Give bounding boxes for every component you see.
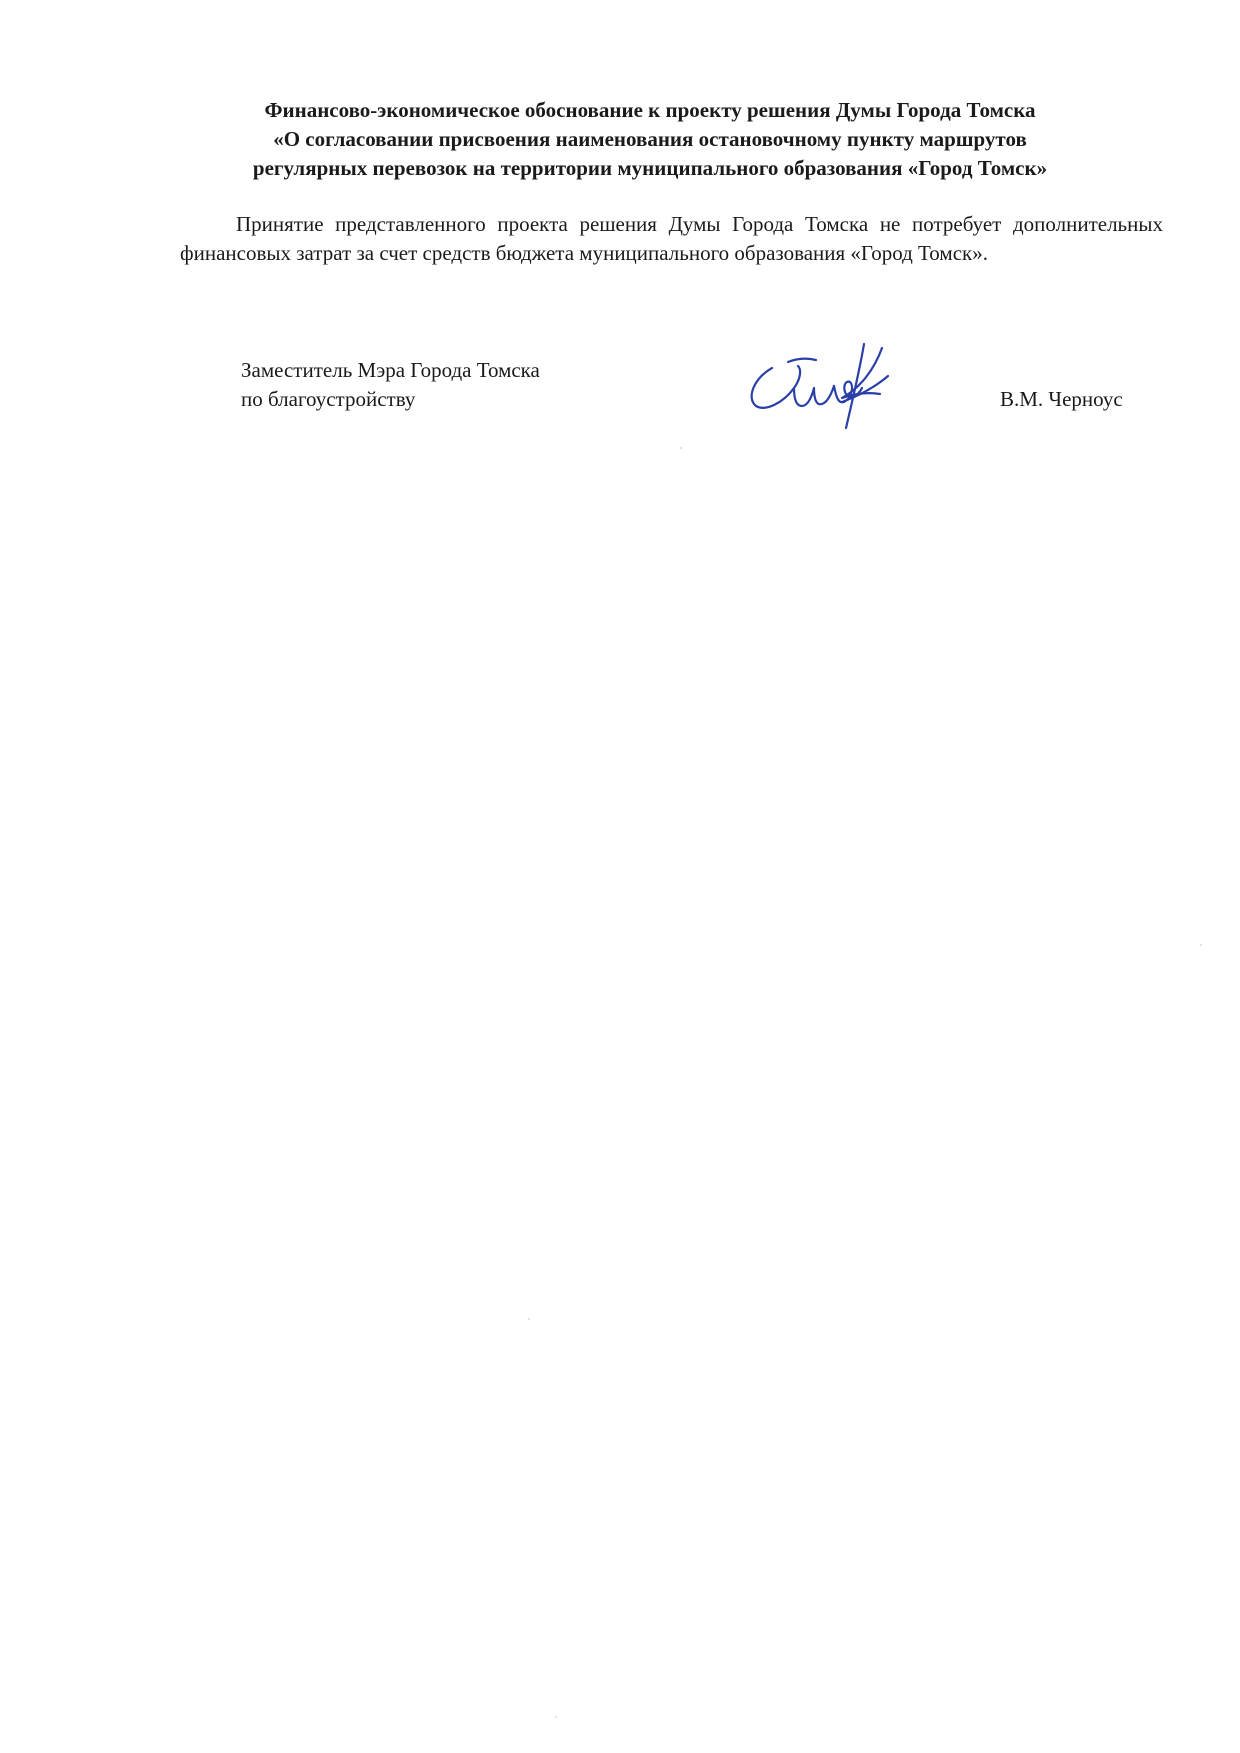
body-paragraph: Принятие представленного проекта решения Думы Города Томска не потребует дополнительных финансовых затрат за счет средств бюджета муниципального образования «Город Томск».: [180, 212, 1163, 265]
scan-speck: [1200, 944, 1202, 946]
title-line-1: Финансово-экономическое обоснование к проекту решения Думы Города Томска: [264, 98, 1036, 122]
position-line-1: Заместитель Мэра Города Томска: [241, 358, 540, 382]
scan-speck: [528, 1318, 530, 1320]
handwritten-signature: [742, 340, 912, 435]
title-line-2: «О согласовании присвоения наименования остановочному пункту маршрутов: [273, 127, 1027, 151]
position-line-2: по благоустройству: [241, 387, 416, 411]
scan-speck: [555, 1716, 557, 1718]
title-line-3: регулярных перевозок на территории муниципального образования «Город Томск»: [252, 156, 1048, 180]
document-title: [150, 96, 1150, 183]
signatory-position: [241, 356, 540, 414]
signer-name: В.М. Черноус: [1000, 387, 1123, 411]
scan-speck: [680, 447, 682, 449]
